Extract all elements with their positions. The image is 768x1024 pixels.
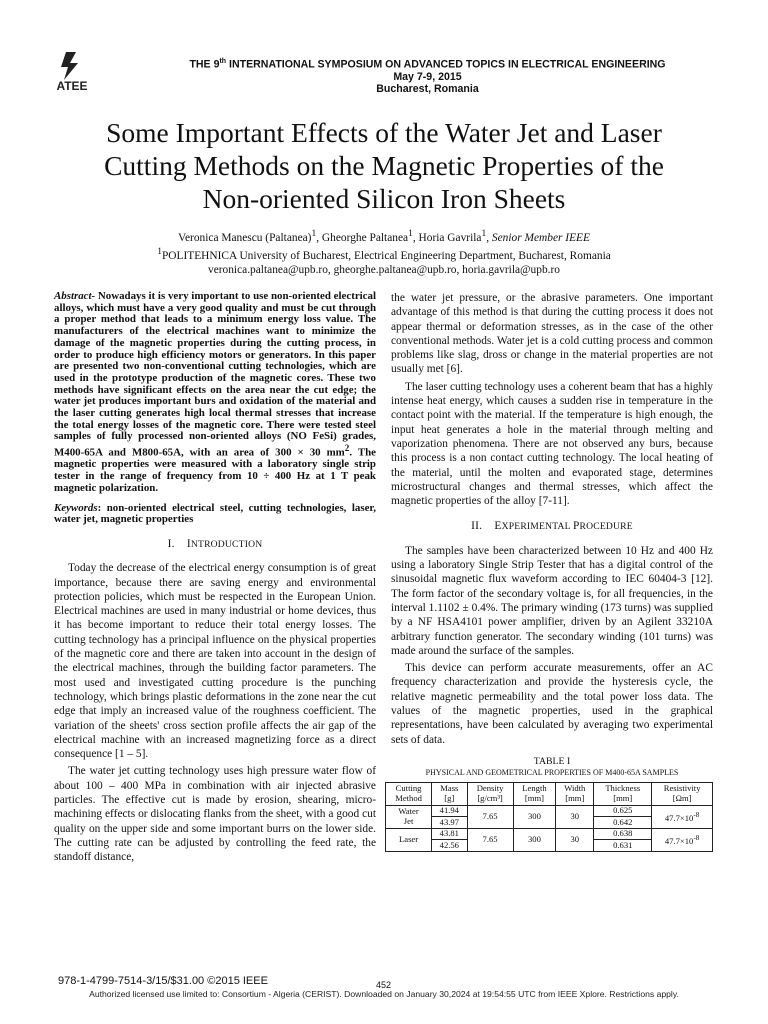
cell-thickness: 0.625 [594,805,652,817]
isbn-copyright: 978-1-4799-7514-3/15/$31.00 ©2015 IEEE [58,975,268,987]
symposium-name: THE 9th INTERNATIONAL SYMPOSIUM ON ADVANCED TOPICS IN ELECTRICAL ENGINEERING [189,58,666,71]
abstract: Abstract- Nowadays it is very important to use non-oriented electrical alloys, which must have a very good quality and must be cut through a proper method that leads to a minimum energy loss value. The manufacturers of the electrical machines want to minimize the damage of the magnetic properties during the cutting process, in order to produce high efficiency motors or generators. In this paper are presented two non-conventional cutting technologies, which are used in the prototype production of the magnetic cores. These two methods have significant effects on the area near the cut edge; the water jet produces important burs and oxidation of the material and the laser cutting generates high local thermal stresses that increase the total energy losses of the magnetic core. There were tested steel samples of fully processed non-oriented alloys (NO FeSi) grades, M400-65A and M800-65A, with an area of 300 × 30 $mm^2$. The magnetic properties were measured with a laboratory single strip tester in the range of frequency from 10 ÷ 400 Hz at 1 T peak magnetic polarization. [54,290,376,494]
license-notice: Authorized licensed use limited to: Consortium - Algeria (CERIST). Downloaded on January 30,2024 at 19:54:55 UTC from IEEE Xplore. Restrictions apply. [89,989,679,999]
paragraph: This device can perform accurate measurements, offer an AC frequency characterization and provide the hysteresis cycle, the relative magnetic permeability and the total power loss data. The values of the magnetic properties, used in the graphical representations, have been calculated by averaging two experimental sets of data. [391,662,713,746]
header-cell: Thickness [mm] [594,782,652,805]
paragraph: The laser cutting technology uses a coherent beam that has a highly intense heat energy, which causes a sudden rise in temperature in the contact point with the material. If the temperature is high enough, the input heat generates a hole in the material through melting and vaporization phenomena. There are not observed any burs, because this process is a non contact cutting technology. The local heating of the material, until the molten and evaporated stage, determines microstructural changes and thermal stresses, which affect the magnetic properties of the alloy [7-11]. [391,380,713,508]
cell-mass: 41.94 [432,805,467,817]
table-header-row [386,782,713,805]
cell-length: 300 [513,805,556,828]
symposium-location: Bucharest, Romania [376,82,479,95]
author-names: Veronica Manescu (Paltanea)$^1$, Gheorghe Paltanea$^1$, Horia Gavrila$^1$, Senior Member IEEE [178,229,590,244]
paragraph: Today the decrease of the electrical energy consumption is of great importance, because there are saving energy and environmental protection policies, which must be respected in the European Union. Electrical machines are used in many industrial or home devices, thus it has become important to reduce their total energy losses. The cutting technology has a principal influence on the physical properties of the magnetic core and there are taken into account in the design of the electrical machines, through the building factor parameters. The most used and investigated cutting procedure is the punching technology, which brings plastic deformations in the zone near the cut edge that imply an increased value of the roughness coefficient. The variation of the sheets' cross section profile affects the air gap of the electrical machine with an increased magnetizing force as a direct consequence [1 – 5]. [54,562,376,761]
paragraph: the water jet pressure, or the abrasive parameters. One important advantage of this method is that during the cutting process it does not appear thermal or deformation stresses, as in the case of the other conventional methods. Water jet is a cold cutting process and common problems like slag, dross or change in the material properties are not usually met [6]. [391,292,713,376]
cell-mass: 42.56 [432,840,467,852]
cell-mass: 43.81 [432,828,467,840]
cell-length: 300 [513,828,556,851]
header-cell: Cutting Method [386,782,432,805]
logo-text: ATEE [56,79,88,92]
cell-density: 7.65 [467,805,513,828]
cell-thickness: 0.642 [594,817,652,829]
cell-thickness: 0.638 [594,828,652,840]
section-heading-introduction: I. INTRODUCTION [167,537,263,550]
section-heading-experimental: II. EXPERIMENTAL PROCEDURE [471,520,633,533]
authors-block [60,227,708,277]
page-number: 452 [376,980,392,990]
cell-mass: 43.97 [432,817,467,829]
affiliation: $^1$POLITEHNICA University of Bucharest, Electrical Engineering Department, Bucharest, Romania [157,246,611,262]
header-cell: Resistivity [Ωm] [652,782,713,805]
header-cell: Mass [g] [432,782,467,805]
cell-method: Water Jet [386,805,432,828]
table-caption [391,756,713,778]
table-row [386,805,713,817]
right-column [391,291,713,852]
symposium-header [150,56,705,95]
symposium-date: May 7-9, 2015 [393,70,462,83]
cell-width: 30 [556,805,594,828]
header-cell: Width [mm] [556,782,594,805]
author-emails: veronica.paltanea@upb.ro, gheorghe.paltanea@upb.ro, horia.gavrila@upb.ro [208,263,560,276]
lightning-logo-icon [36,50,108,92]
paper-title: Some Important Effects of the Water Jet and Laser Cutting Methods on the Magnetic Properties of the Non-oriented Silicon Iron Sheets [104,117,664,214]
cell-resistivity: $47.7\times 10^{-8}$ [652,828,713,851]
keywords: Keywords: non-oriented electrical steel, cutting technologies, laser, water jet, magnetic properties [54,501,376,526]
cell-method: Laser [386,828,432,851]
cell-width: 30 [556,828,594,851]
header-cell: Density [g/cm³] [467,782,513,805]
table-row [386,828,713,840]
table-title: PHYSICAL AND GEOMETRICAL PROPERTIES OF M400-65A SAMPLES [425,767,679,777]
paragraph: The samples have been characterized between 10 Hz and 400 Hz using a laboratory Single Strip Tester that has a digital control of the sinusoidal magnetic flux waveform according to IEC 60404-3 [12]. The form factor of the secondary voltage is, for all frequencies, in the interval 1.1102 ± 0.4%. The primary winding (173 turns) was supplied by a NF HSA4101 power amplifier, driven by an Agilent 33210A arbitrary function generator. The secondary winding (101 turns) was made around the surface of the samples. [391,544,713,657]
table-number: TABLE I [533,755,571,767]
header-cell: Length [mm] [513,782,556,805]
cell-density: 7.65 [467,828,513,851]
left-column [54,291,376,865]
cell-resistivity: $47.7\times 10^{-8}$ [652,805,713,828]
atee-logo [36,50,108,92]
properties-table [385,782,713,852]
cell-thickness: 0.631 [594,840,652,852]
paragraph: The water jet cutting technology uses high pressure water flow of about 100 – 400 MPa in combination with air injected abrasive particles. The effective cut is made by erosion, shearing, micro-machining effects or dislocating flanks from the sheet, with a good cut quality on the upper side and some important burrs on the lower side. The cutting rate can be adjusted by controlling the feed rate, the standoff distance, [54,765,376,864]
